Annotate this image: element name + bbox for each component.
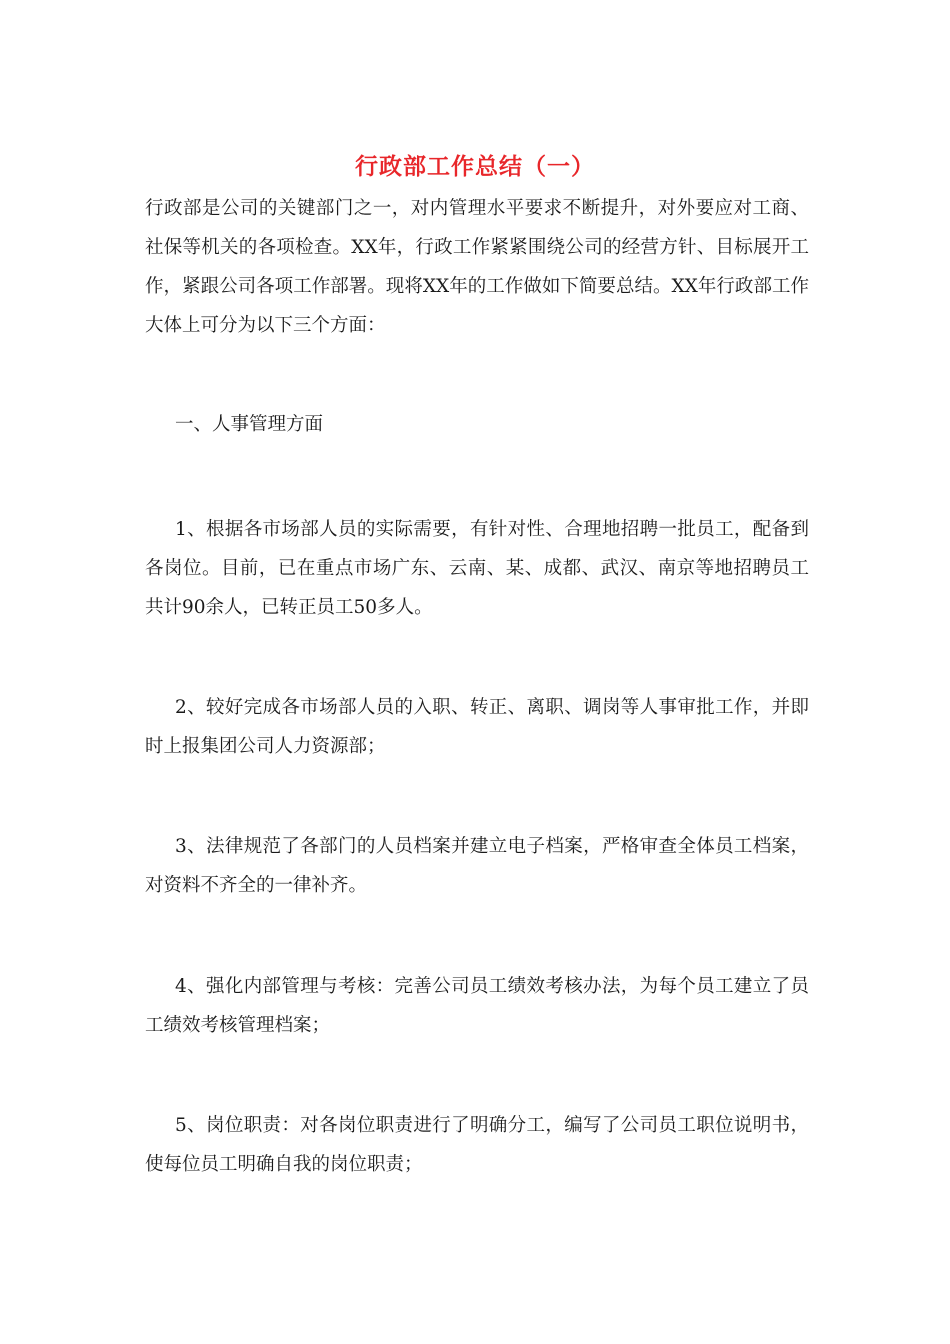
list-item: 4、强化内部管理与考核：完善公司员工绩效考核办法，为每个员工建立了员工绩效考核管理档案； [145, 976, 809, 1036]
list-item: 5、岗位职责：对各岗位职责进行了明确分工，编写了公司员工职位说明书，使每位员工明确自我的岗位职责； [145, 1115, 809, 1175]
document-title: 行政部工作总结（一） [355, 153, 595, 180]
section-heading-personnel: 一、人事管理方面 [175, 414, 324, 435]
intro-paragraph: 行政部是公司的关键部门之一，对内管理水平要求不断提升，对外要应对工商、社保等机关的各项检查。XX年，行政工作紧紧围绕公司的经营方针、目标展开工作，紧跟公司各项工作部署。现将XX年的工作做如下简要总结。XX年行政部工作大体上可分为以下三个方面： [145, 198, 809, 336]
list-item: 2、较好完成各市场部人员的入职、转正、离职、调岗等人事审批工作，并即时上报集团公司人力资源部； [145, 697, 809, 757]
list-item: 3、法律规范了各部门的人员档案并建立电子档案，严格审查全体员工档案，对资料不齐全的一律补齐。 [145, 836, 809, 896]
list-item: 1、根据各市场部人员的实际需要，有针对性、合理地招聘一批员工，配备到各岗位。目前，已在重点市场广东、云南、某、成都、武汉、南京等地招聘员工共计90余人，已转正员工50多人。 [145, 519, 809, 618]
